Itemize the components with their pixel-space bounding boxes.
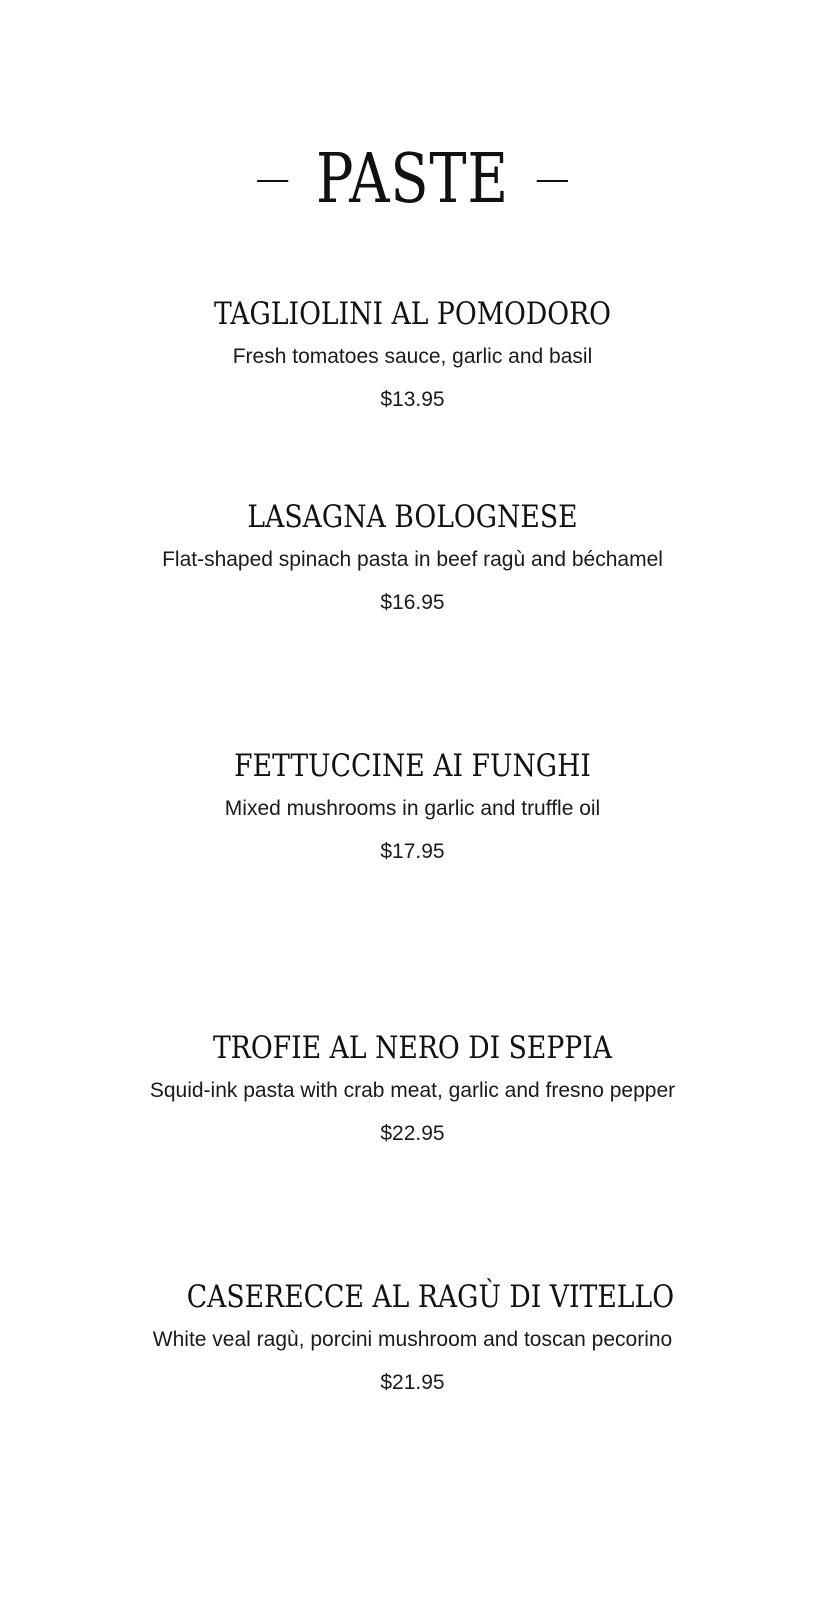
title-dash-right — [537, 180, 568, 182]
menu-item-description: Fresh tomatoes sauce, garlic and basil — [232, 345, 593, 368]
menu-item-name: CASERECCE AL RAGÙ DI VITELLO — [186, 1279, 675, 1315]
menu-item-price: $16.95 — [380, 591, 445, 614]
menu-item-price: $17.95 — [380, 840, 445, 863]
menu-item-name: FETTUCCINE AI FUNGHI — [234, 748, 591, 784]
menu-item — [160, 497, 665, 617]
menu-item-description: Mixed mushrooms in garlic and truffle oil — [224, 797, 601, 820]
menu-item-name: TROFIE AL NERO DI SEPPIA — [212, 1030, 613, 1066]
menu-item-description: White veal ragù, porcini mushroom and toscan pecorino — [152, 1328, 673, 1351]
menu-item-description: Squid-ink pasta with crab meat, garlic and fresno pepper — [149, 1079, 676, 1102]
section-title — [74, 140, 751, 220]
menu-item — [100, 294, 725, 414]
menu-item-price: $22.95 — [380, 1122, 445, 1145]
menu-item — [150, 1277, 675, 1397]
menu-item-name: TAGLIOLINI AL POMODORO — [213, 296, 612, 332]
menu-item-name: LASAGNA BOLOGNESE — [247, 499, 578, 535]
menu-item-description: Flat-shaped spinach pasta in beef ragù and béchamel — [162, 548, 663, 571]
title-dash-left — [257, 180, 288, 182]
section-title-text: PASTE — [316, 140, 509, 219]
menu-item — [135, 1028, 690, 1148]
menu-item — [100, 746, 725, 866]
menu-item-price: $13.95 — [380, 388, 445, 411]
menu-item-price: $21.95 — [380, 1371, 445, 1394]
